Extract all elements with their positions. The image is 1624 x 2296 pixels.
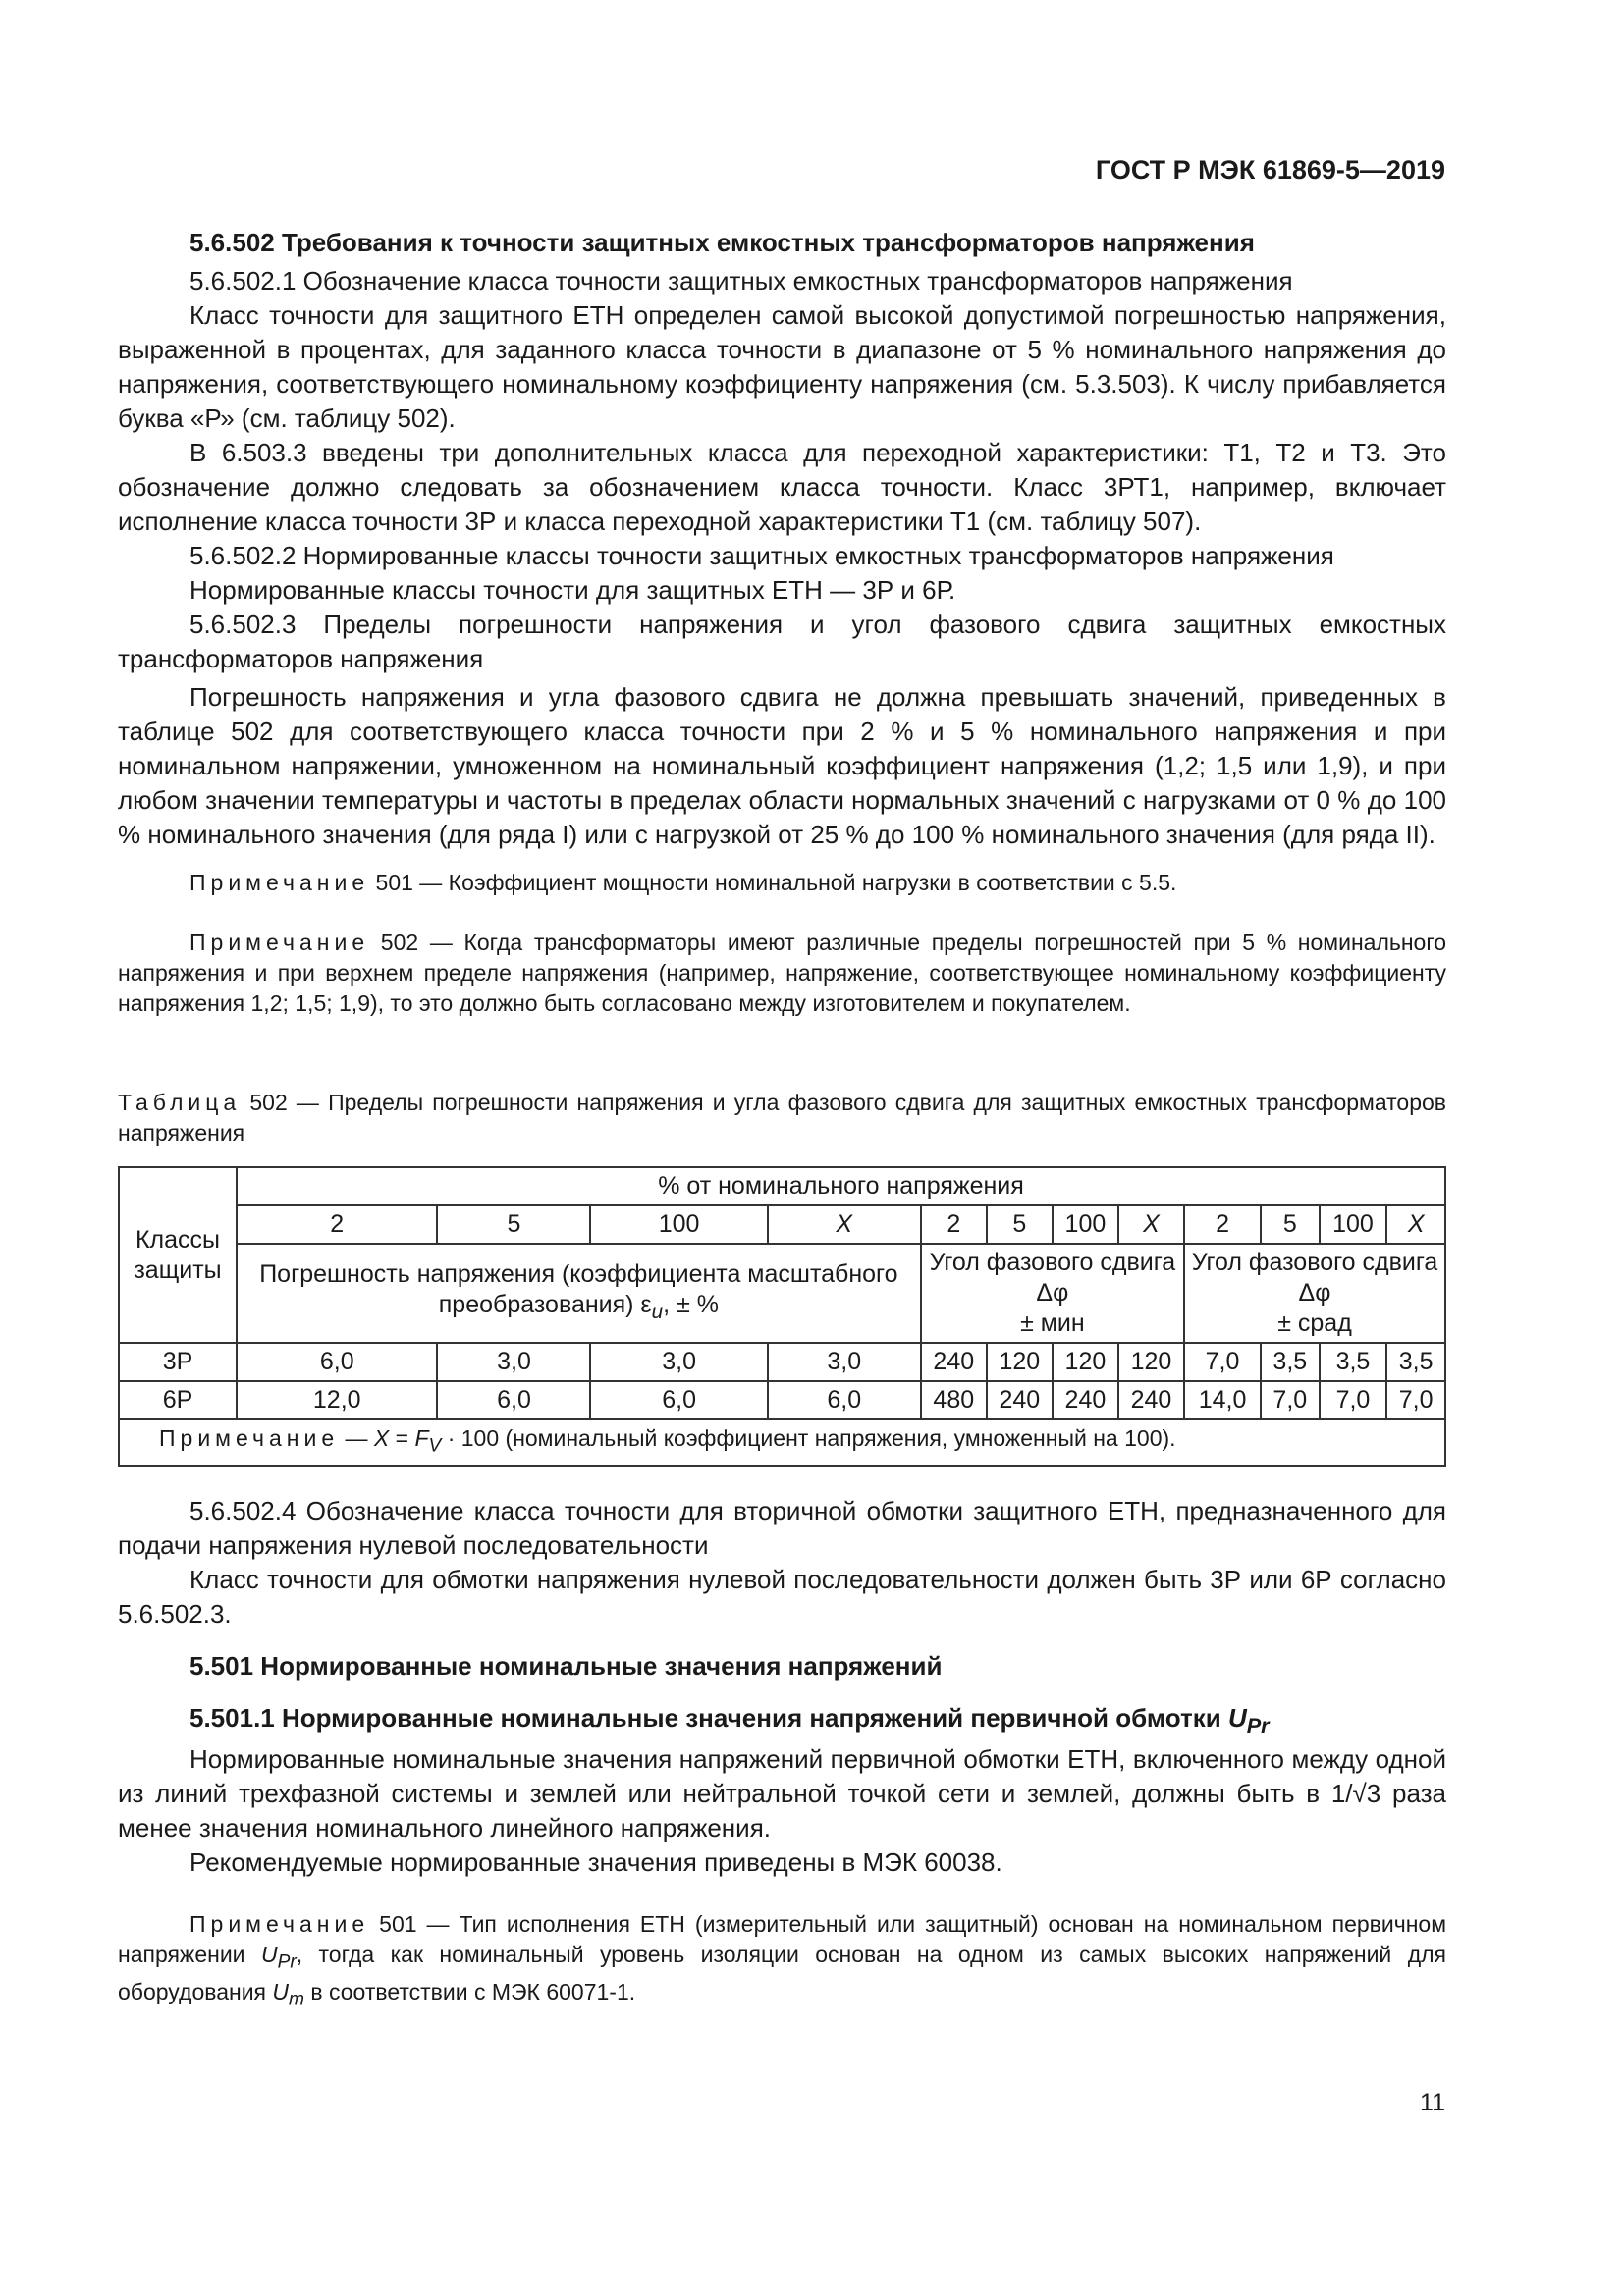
value-cell: 7,0 — [1261, 1381, 1320, 1419]
value-cell: 480 — [921, 1381, 987, 1419]
paragraph: Нормированные номинальные значения напряжений первичной обмотки ЕТН, включенного между одной из линий трехфазной системы и землей или нейтральной точкой сети и землей, должны быть в 1/√3 раза менее значения номинального линейного напряжения. — [118, 1743, 1446, 1842]
percent-value-cell: X — [1118, 1205, 1184, 1244]
section-5-6-502-heading: 5.6.502 Требования к точности защитных емкостных трансформаторов напряжения — [189, 228, 1255, 257]
paragraph: Нормированные классы точности для защитных ЕТН — 3Р и 6Р. — [189, 575, 956, 605]
classes-header: Классы защиты — [119, 1167, 237, 1343]
value-cell: 240 — [987, 1381, 1053, 1419]
value-cell: 120 — [1053, 1343, 1118, 1381]
note-501-b: Примечание 501 — Тип исполнения ЕТН (измерительный или защитный) основан на номинальном первичном напряжении $U_{Pr}$, тогда как номинальный уровень изоляции основан на одном из самых высоких напряжений для оборудования $U_m$ в соответствии с МЭК 60071-1. — [118, 1910, 1447, 2010]
paragraph: 5.6.502.1 Обозначение класса точности защитных емкостных трансформаторов напряжения — [189, 266, 1293, 295]
note-label: Примечание — [189, 870, 370, 895]
percent-value-cell: 5 — [1261, 1205, 1320, 1244]
paragraph: 5.6.502.2 Нормированные классы точности защитных емкостных трансформаторов напряжения — [189, 541, 1334, 570]
percent-value-cell: 2 — [237, 1205, 437, 1244]
paragraph: Класс точности для обмотки напряжения нулевой последовательности должен быть 3Р или 6Р согласно 5.6.502.3. — [118, 1564, 1446, 1629]
value-cell: 3,5 — [1320, 1343, 1387, 1381]
value-cell: 7,0 — [1320, 1381, 1387, 1419]
phase-min-header: Угол фазового сдвига Δφ ± мин — [921, 1244, 1184, 1343]
value-cell: 120 — [987, 1343, 1053, 1381]
phase-crad-header: Угол фазового сдвига Δφ ± срад — [1184, 1244, 1445, 1343]
section-5-501-heading: 5.501 Нормированные номинальные значения напряжений — [189, 1650, 943, 1681]
note-501 — [118, 868, 1446, 898]
note-label: Примечание — [189, 1910, 370, 1937]
section-5-501-1-heading: 5.501.1 Нормированные номинальные значения напряжений первичной обмотки $U_{Pr}$ — [189, 1702, 1270, 1737]
class-cell: 3P — [119, 1343, 237, 1381]
accuracy-table — [118, 1166, 1446, 1467]
percent-value-cell: 5 — [437, 1205, 590, 1244]
document-header: ГОСТ Р МЭК 61869-5—2019 — [1095, 155, 1445, 185]
table-caption-text: 502 — Пределы погрешности напряжения и угла фазового сдвига для защитных емкостных трансформаторов напряжения — [118, 1090, 1447, 1146]
class-cell: 6P — [119, 1381, 237, 1419]
note-text: 501 — Коэффициент мощности номинальной нагрузки в соответствии с 5.5. — [375, 870, 1177, 895]
paragraph: Погрешность напряжения и угла фазового сдвига не должна превышать значений, приведенных в таблице 502 для соответствующего класса точности при 2 % и 5 % номинального напряжения и при номинальном напряжении, умноженном на номинальный коэффициент напряжения (1,2; 1,5 или 1,9), и при любом значении температуры и частоты в пределах области нормальных значений с нагрузками от 0 % до 100 % номинального значения (для ряда I) или с нагрузкой от 25 % до 100 % номинального значения (для ряда II). — [118, 682, 1446, 849]
table-row — [119, 1343, 1445, 1381]
value-cell: 7,0 — [1386, 1381, 1445, 1419]
percent-value-cell: 100 — [1053, 1205, 1118, 1244]
value-cell: 240 — [921, 1343, 987, 1381]
value-cell: 14,0 — [1184, 1381, 1261, 1419]
paragraph: В 6.503.3 введены три дополнительных класса для переходной характеристики: Т1, Т2 и Т3. Это обозначение должно следовать за обозначением класса точности. Класс 3РТ1, например, включает исполнение класса точности 3Р и класса переходной характеристики Т1 (см. таблицу 507). — [118, 438, 1446, 536]
percent-value-cell: 5 — [987, 1205, 1053, 1244]
percent-values-row — [119, 1205, 1445, 1244]
voltage-error-header: Погрешность напряжения (коэффициента масштабного преобразования) $\varepsilon_u$, ± % — [237, 1244, 921, 1343]
percent-value-cell: 100 — [1320, 1205, 1387, 1244]
value-cell: 3,0 — [437, 1343, 590, 1381]
table-label: Таблица — [118, 1090, 242, 1115]
value-cell: 6,0 — [768, 1381, 921, 1419]
value-cell: 3,0 — [768, 1343, 921, 1381]
table-row — [119, 1381, 1445, 1419]
percent-header: % от номинального напряжения — [237, 1167, 1445, 1205]
percent-value-cell: 2 — [921, 1205, 987, 1244]
paragraph: 5.6.502.4 Обозначение класса точности для вторичной обмотки защитного ЕТН, предназначенного для подачи напряжения нулевой последовательности — [118, 1495, 1446, 1560]
percent-value-cell: 100 — [590, 1205, 767, 1244]
table-caption — [118, 1088, 1446, 1148]
value-cell: 3,0 — [590, 1343, 767, 1381]
percent-value-cell: X — [768, 1205, 921, 1244]
note-502 — [118, 928, 1446, 1019]
value-cell: 240 — [1118, 1381, 1184, 1419]
value-cell: 240 — [1053, 1381, 1118, 1419]
table-body — [119, 1343, 1445, 1419]
value-cell: 6,0 — [590, 1381, 767, 1419]
page-content — [118, 226, 1446, 2015]
percent-value-cell: 2 — [1184, 1205, 1261, 1244]
table-note: Примечание — $X = F_V \cdot 100$ (номинальный коэффициент напряжения, умноженный на 100). — [119, 1419, 1445, 1466]
paragraph: Класс точности для защитного ЕТН определен самой высокой допустимой погрешностью напряжения, выраженной в процентах, для заданного класса точности в диапазоне от 5 % номинального напряжения до напряжения, соответствующего номинальному коэффициенту напряжения (см. 5.3.503). К числу прибавляется буква «Р» (см. таблицу 502). — [118, 300, 1446, 433]
note-label: Примечание — [189, 930, 370, 955]
percent-value-cell: X — [1386, 1205, 1445, 1244]
note-text: 502 — Когда трансформаторы имеют различные пределы погрешностей при 5 % номинального напряжения и при верхнем пределе напряжения (например, напряжение, соответствующее номинальному коэффициенту напряжения 1,2; 1,5; 1,9), то это должно быть согласовано между изготовителем и покупателем. — [118, 930, 1447, 1016]
value-cell: 7,0 — [1184, 1343, 1261, 1381]
value-cell: 6,0 — [437, 1381, 590, 1419]
value-cell: 3,5 — [1386, 1343, 1445, 1381]
value-cell: 120 — [1118, 1343, 1184, 1381]
value-cell: 6,0 — [237, 1343, 437, 1381]
paragraph: 5.6.502.3 Пределы погрешности напряжения и угол фазового сдвига защитных емкостных трансформаторов напряжения — [118, 610, 1446, 673]
value-cell: 3,5 — [1261, 1343, 1320, 1381]
value-cell: 12,0 — [237, 1381, 437, 1419]
page-number: 11 — [1420, 2089, 1445, 2116]
paragraph: Рекомендуемые нормированные значения приведены в МЭК 60038. — [189, 1846, 1002, 1877]
